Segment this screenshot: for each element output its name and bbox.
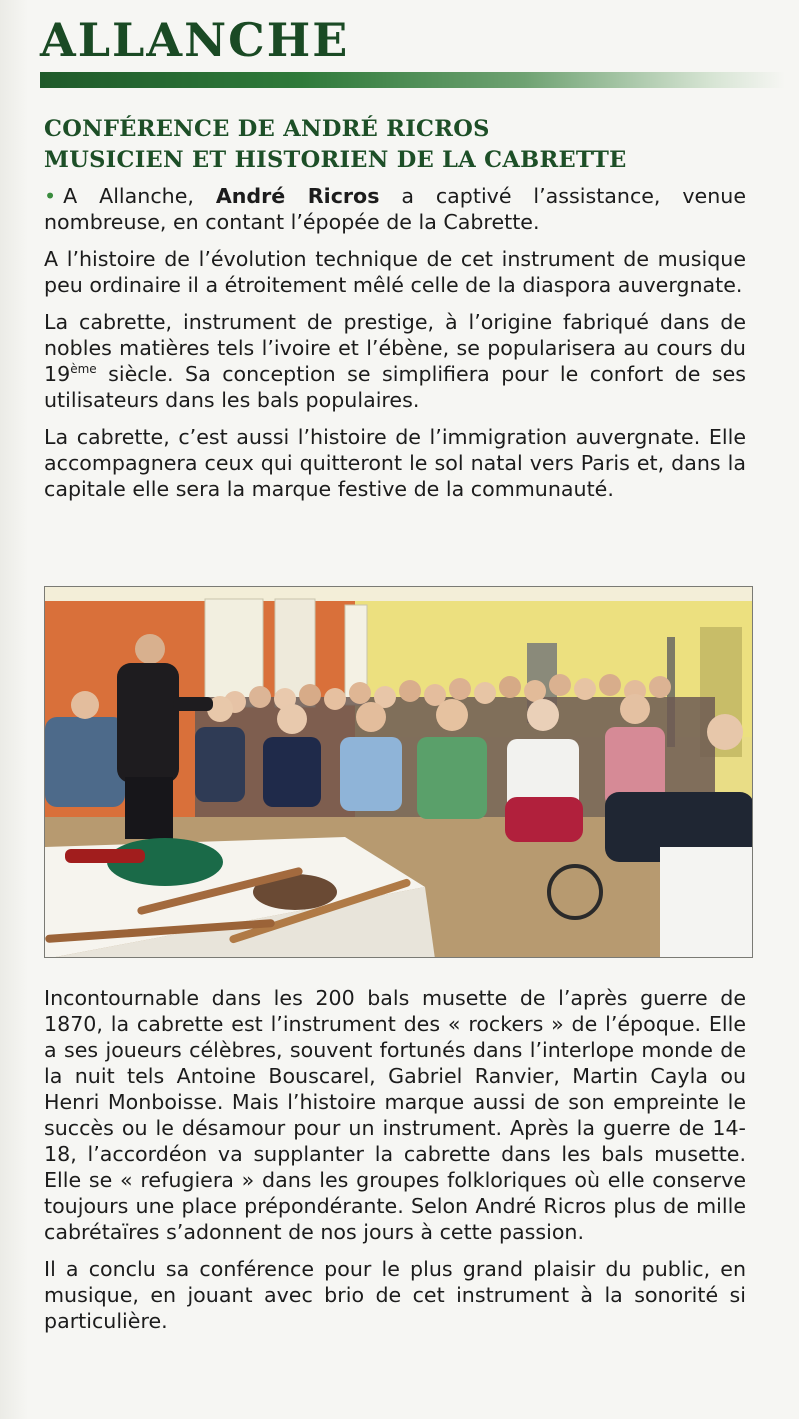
headline-line-1: CONFÉRENCE DE ANDRÉ RICROS [44,116,490,142]
conference-audience-illustration [45,587,753,958]
intro-prefix: A Allanche, [63,184,216,208]
intro-suffix: a captivé l’assistance, venue nombreuse, en contant l’épopée de la Cabrette. [44,184,746,234]
article-body-bottom [44,985,746,1345]
conference-photo [44,586,753,958]
article-body-top [44,183,746,513]
speaker-name: André Ricros [215,184,380,208]
article-headline [44,114,764,176]
headline-line-2: MUSICIEN ET HISTORIEN DE LA CABRETTE [44,147,627,173]
paragraph [44,309,746,413]
paragraph: A l’histoire de l’évolution technique de cet instrument de musique peu ordinaire il a étroitement mêlé celle de la diaspora auvergnate. [44,247,746,297]
paragraph-text: siècle. Sa conception se simplifiera pour le confort de ses utilisateurs dans les bals populaires. [44,362,746,412]
section-title: ALLANCHE [40,13,350,67]
title-divider-bar [40,72,785,88]
paragraph: Il a conclu sa conférence pour le plus grand plaisir du public, en musique, en jouant avec brio de cet instrument à la sonorité si particulière. [44,1257,746,1333]
paragraph: La cabrette, c’est aussi l’histoire de l’immigration auvergnate. Elle accompagnera ceux qui quitteront le sol natal vers Paris et, dans la capitale elle sera la marque festive de la communauté. [44,425,746,501]
paragraph-text: La cabrette, instrument de prestige, à l’origine fabriqué dans de nobles matières tels l’ivoire et l’ébène, se popularisera au cours du 19 [44,310,746,386]
ceiling [45,587,753,601]
superscript: ème [70,362,97,377]
bullet-icon: • [44,184,57,208]
page-margin [0,0,28,1419]
paragraph: Incontournable dans les 200 bals musette de l’après guerre de 1870, la cabrette est l’instrument des « rockers » de l’époque. Elle a ses joueurs célèbres, souvent fortunés dans l’interlope monde de la nuit tels Antoine Bouscarel, Gabriel Ranvier, Martin Cayla ou Henri Monboisse. Mais l’histoire marque aussi de son empreinte le succès ou le désamour pour un instrument. Après la guerre de 14-18, l’accordéon va supplanter la cabrette dans les bals musette. Elle se « refugiera » dans les groupes folkloriques où elle conserve toujours une place prépondérante. Selon André Ricros plus de mille cabrétaïres s’adonnent de nos jours à cette passion. [44,986,746,1244]
intro-paragraph [44,183,746,235]
